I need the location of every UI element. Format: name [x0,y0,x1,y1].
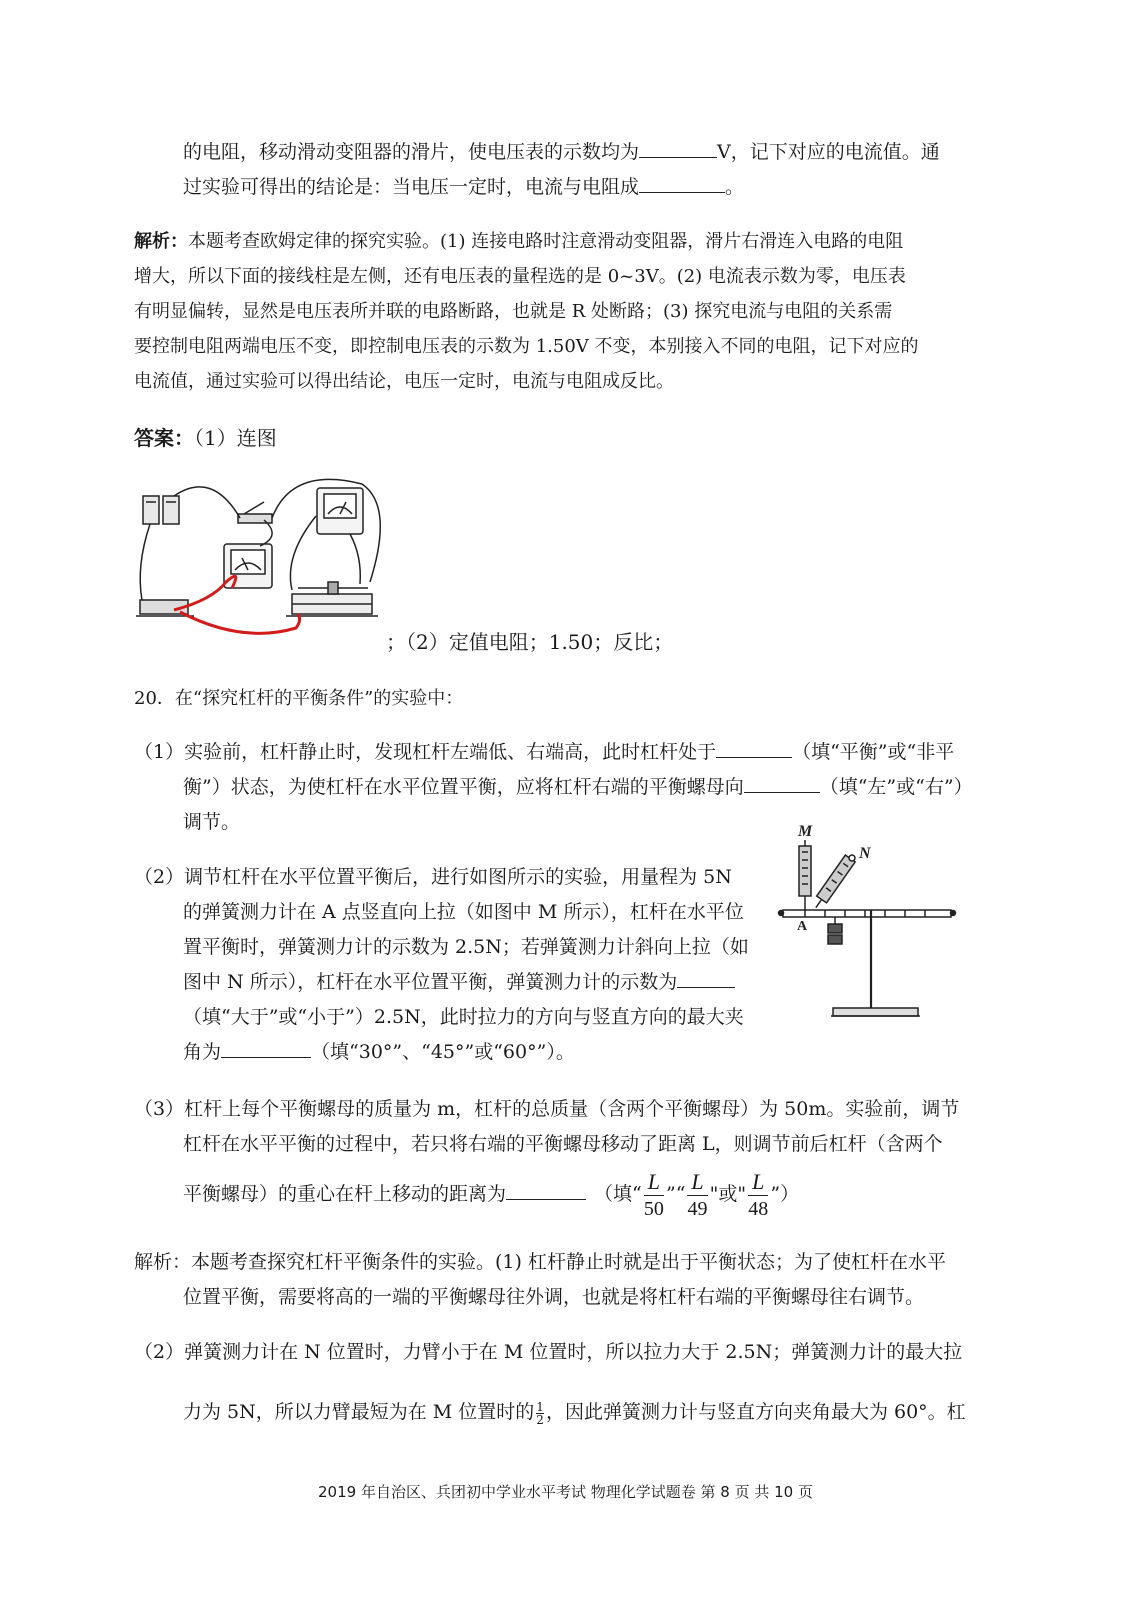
analysis-line: 增大，所以下面的接线柱是左侧，还有电压表的量程选的是 0~3V。(2) 电流表示数为零，电压表 [134,266,906,287]
q20-part2-line: （填“大于”或“小于”）2.5N，此时拉力的方向与竖直方向的最大夹 [183,1006,744,1028]
lever-diagram [773,818,963,1028]
page-footer: 2019 年自治区、兵团初中学业水平考试 物理化学试题卷 第 8 页 共 10 页 [318,1483,813,1501]
q20-part3-line3 [183,1164,799,1224]
question-text: （填“30°”、“45°”或“60°”）。 [311,1041,575,1063]
label-a: A [797,919,808,934]
analysis-text: ，因此弹簧测力计与竖直方向夹角最大为 60°。杠 [545,1401,966,1423]
q20-part3-line: （3）杠杆上每个平衡螺母的质量为 m，杠杆的总质量（含两个平衡螺母）为 50m。实验前，调节 [134,1098,960,1120]
question-text: （填“ [594,1183,642,1205]
answer-blank [744,774,820,793]
question-text: 平衡螺母）的重心在杆上移动的距离为 [183,1183,507,1205]
analysis-line [183,1392,966,1432]
analysis-line: 位置平衡，需要将高的一端的平衡螺母往外调，也就是将杠杆右端的平衡螺母往右调节。 [183,1286,925,1308]
fraction-l-48: $\frac{L}{48}$ [748,1168,769,1220]
intro-text: 过实验可得出的结论是：当电压一定时，电流与电阻成 [183,176,640,198]
question-text: 角为 [183,1041,222,1063]
analysis-line: 解析：本题考查探究杠杆平衡条件的实验。(1) 杠杆静止时就是出于平衡状态；为了使杠杆在水平 [134,1251,946,1273]
answer-blank [677,969,735,988]
intro-line-2 [183,174,744,200]
question-text: （填“左”或“右”） [819,776,973,798]
q20-part2-line [183,1039,575,1065]
question-text: （1）实验前，杠杆静止时，发现杠杆左端低、右端高，此时杠杆处于 [134,741,717,763]
intro-text: 。 [725,176,745,198]
answer-text: （1）连图 [194,426,277,450]
question-text: ”） [770,1183,800,1205]
q20-part2-line: （2）调节杠杆在水平位置平衡后，进行如图所示的实验，用量程为 5N [134,866,732,888]
answer-blank [716,739,792,758]
question-title: 20．在“探究杠杆的平衡条件”的实验中： [134,688,464,709]
analysis-line: 电流值，通过实验可以得出结论，电压一定时，电流与电阻成反比。 [134,371,674,392]
analysis-text: 本题考查欧姆定律的探究实验。(1) 连接电路时注意滑动变阻器，滑片右滑连入电路的电阻 [188,231,904,252]
question-text: 图中 N 所示），杠杆在水平位置平衡，弹簧测力计的示数为 [183,971,678,993]
answer-blank [221,1039,311,1058]
question-text: ”“ [665,1183,686,1205]
analysis-line [134,229,903,255]
q20-part1-line2 [183,774,973,800]
answer-line [134,425,277,451]
analysis-line: （2）弹簧测力计在 N 位置时，力臂小于在 M 位置时，所以拉力大于 2.5N；弹簧测力计的最大拉 [134,1341,963,1363]
q20-part2-line [183,969,735,995]
answer-blank [506,1181,586,1200]
question-text: "或" [709,1183,747,1205]
q20-part1-line1 [134,739,954,765]
fraction-l-50: $\frac{L}{50}$ [643,1168,664,1220]
answer-label: 答案： [134,426,194,450]
analysis-text: 力为 5N，所以力臂最短为在 M 位置时的 [183,1401,535,1423]
intro-line-1 [183,139,940,165]
analysis-line: 有明显偏转，显然是电压表所并联的电路断路，也就是 R 处断路；(3) 探究电流与电阻的关系需 [134,301,893,322]
q20-part3-line: 杠杆在水平平衡的过程中，若只将右端的平衡螺母移动了距离 L，则调节前后杠杆（含两个 [183,1133,943,1155]
analysis-label: 解析： [134,231,188,252]
answer-part-2: ；（2）定值电阻；1.50；反比； [386,630,674,654]
q20-part2-line: 置平衡时，弹簧测力计的示数为 2.5N；若弹簧测力计斜向上拉（如 [183,936,749,958]
q20-part1-line3: 调节。 [183,811,241,833]
question-text: （填“平衡”或“非平 [792,741,955,763]
answer-blank [639,174,725,193]
circuit-diagram [132,476,384,640]
label-m: M [798,823,813,840]
intro-text: V，记下对应的电流值。通 [717,141,940,163]
q20-part2-line: 的弹簧测力计在 A 点竖直向上拉（如图中 M 所示），杠杆在水平位 [183,901,744,923]
analysis-line: 要控制电阻两端电压不变，即控制电压表的示数为 1.50V 不变，本别接入不同的电阻，记下对应的 [134,336,919,357]
fraction-one-half: $\frac{1}{2}$ [536,1399,544,1427]
question-text: 衡”）状态，为使杠杆在水平位置平衡，应将杠杆右端的平衡螺母向 [183,776,744,798]
label-n: N [859,845,871,862]
intro-text: 的电阻，移动滑动变阻器的滑片，使电压表的示数均为 [183,141,640,163]
fraction-l-49: $\frac{L}{49}$ [687,1168,708,1220]
answer-blank [639,139,717,158]
